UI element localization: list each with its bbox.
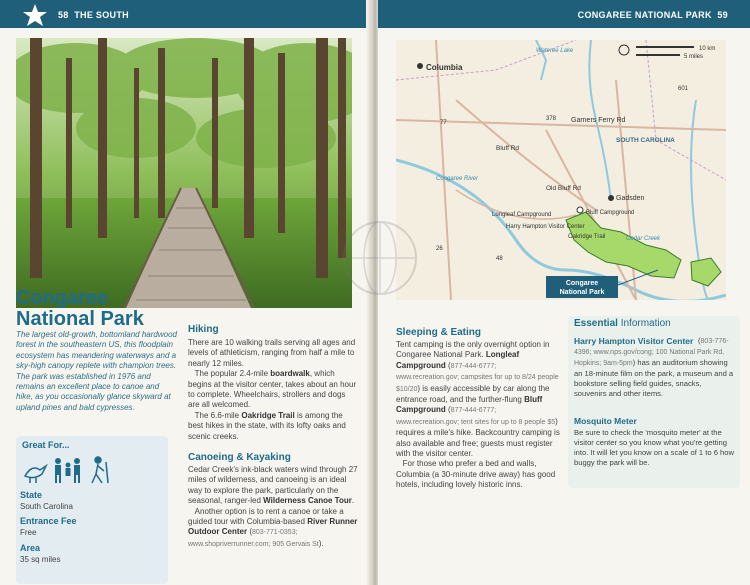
great-for-icons bbox=[22, 456, 112, 489]
right-header-bar bbox=[378, 0, 750, 28]
great-for-box bbox=[16, 436, 168, 584]
canoeing-heading: Canoeing & Kayaking bbox=[188, 452, 291, 463]
forest-boardwalk-photo bbox=[16, 38, 352, 308]
map-label-garners: Garners Ferry Rd bbox=[571, 117, 626, 124]
star-icon bbox=[22, 3, 48, 27]
map-park-label-1: Congaree bbox=[565, 280, 599, 287]
map-label-columbia: Columbia bbox=[426, 63, 463, 72]
bird-watching-icon bbox=[25, 466, 46, 483]
map-label-gadsden: Gadsden bbox=[616, 195, 645, 202]
watermark-globe bbox=[340, 218, 420, 303]
svg-text:5 miles: 5 miles bbox=[684, 54, 704, 60]
park-intro: The largest old-growth, bottomland hardwood forest in the southeastern US, this floodplain ecosystem has meandering waterways and a sky-high canopy replete with champion trees. The park was established in 1976 and remains an excellent place to canoe and hike, as you occasionally glance skyward at upland pines and bald cypresses. bbox=[16, 330, 177, 412]
map-park-label-2: National Park bbox=[559, 289, 605, 296]
page-title: Congaree National Park bbox=[16, 287, 144, 330]
essential-title: Essential Information bbox=[574, 318, 671, 329]
mosquito-meter-heading: Mosquito Meter bbox=[574, 416, 637, 426]
map-label-77: 77 bbox=[440, 120, 447, 126]
map-label-48: 48 bbox=[496, 256, 503, 262]
visitor-center-marker bbox=[577, 207, 583, 213]
map-label-longleaf: Longleaf Campground bbox=[492, 212, 552, 218]
canoeing-text: Cedar Creek's ink-black waters wind through 27 miles of wilderness, and canoeing is an ideal way to explore the park, particularly on the seasonal, ranger-led Wilderness Canoe Tour. Another option is to rent a canoe or take a guided tour with Columbia-based River Runner Outdoor Center (803-771-0353; www.shopriverrunner.com; 905 Gervais St). bbox=[188, 465, 358, 548]
map-label-26: 26 bbox=[436, 246, 443, 252]
svg-text:10 km: 10 km bbox=[699, 46, 716, 52]
family-icon bbox=[55, 458, 80, 483]
map-label-378: 378 bbox=[546, 116, 557, 122]
sleeping-text: Tent camping is the only overnight option in Congaree National Park. Longleaf Campground (877-444-6777; www.recreation.gov; campsites for up to 8/24 people $10/20) is easily accessible by car along the entrance road, and the further-flung Bluff Campground (877-444-6777; www.recreation.gov; tent sites for up to 8 people $5) requires a mile's hike. Backcountry camping is also available and free; guests must register with the visitor center. For those who prefer a bed and walls, Columbia (a 30-minute drive away) has good hotels, including lovely historic inns. bbox=[396, 340, 560, 490]
star-badge bbox=[18, 2, 52, 28]
hiking-icon bbox=[92, 457, 108, 483]
entrance-fee-value: Free bbox=[20, 528, 37, 537]
map-label-bluff-rd: Bluff Rd bbox=[496, 145, 520, 152]
right-running-head: CONGAREE NATIONAL PARK 59 bbox=[577, 10, 728, 20]
right-page bbox=[378, 0, 750, 585]
essential-info-box bbox=[568, 316, 740, 488]
entrance-fee-label: Entrance Fee bbox=[20, 516, 77, 526]
mosquito-meter-text: Be sure to check the 'mosquito meter' at the visitor center so you know what you're getting into. It will let you know on a scale of 1 to 6 how buggy the park will be. bbox=[574, 428, 734, 467]
state-label: State bbox=[20, 490, 43, 500]
map-label-old-bluff: Old Bluff Rd bbox=[546, 185, 581, 192]
map-label-wateree: Wateree Lake bbox=[536, 48, 574, 54]
visitor-center-heading: Harry Hampton Visitor Center bbox=[574, 336, 694, 346]
map-label-sc: SOUTH CAROLINA bbox=[616, 137, 675, 144]
left-page bbox=[0, 0, 372, 585]
map-label-oakridge: Oakridge Trail bbox=[568, 234, 606, 240]
left-running-head: 58 THE SOUTH bbox=[58, 10, 129, 20]
map-label-congaree-river: Congaree River bbox=[436, 176, 479, 182]
state-value: South Carolina bbox=[20, 502, 73, 511]
map-label-harry: Harry Hampton Visitor Center bbox=[506, 224, 585, 230]
area-value: 35 sq miles bbox=[20, 555, 61, 564]
great-for-title: Great For... bbox=[22, 440, 70, 450]
hiking-text: There are 10 walking trails serving all ages and levels of athleticism, ranging from half a mile to nearly 12 miles. The popular 2.4-mile boardwalk, which begins at the visitor center, takes about an hour to complete. Wheelchairs, strollers and dogs are all welcomed. The 6.6-mile Oakridge Trail is among the best hikes in the state, with its lofty oaks and scenic creeks. bbox=[188, 338, 357, 441]
gadsden-marker bbox=[608, 195, 614, 201]
columbia-marker bbox=[417, 63, 423, 69]
visitor-center-text: (803-776-4396; www.nps.gov/cong; 100 National Park Rd, Hopkins; 9am-5pm) has an auditorium showing an 18-minute film on the park, a museum and a bookstore selling field guides, snacks, souvenirs and other items. bbox=[574, 336, 734, 398]
sleeping-heading: Sleeping & Eating bbox=[396, 327, 482, 338]
map-label-601: 601 bbox=[678, 86, 689, 92]
hiking-heading: Hiking bbox=[188, 324, 219, 335]
park-map bbox=[396, 40, 726, 300]
map-label-bluff-cg: Bluff Campground bbox=[586, 210, 635, 216]
left-header-bar bbox=[0, 0, 372, 28]
map-label-cedar-creek: Cedar Creek bbox=[626, 236, 661, 242]
area-label: Area bbox=[20, 543, 41, 553]
